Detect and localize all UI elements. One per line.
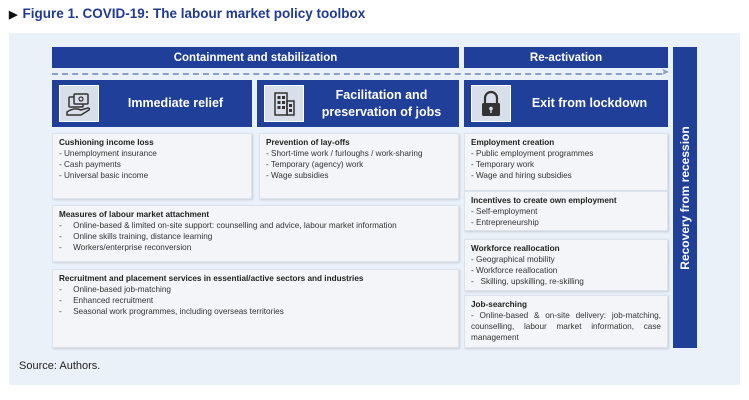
box-title: Job-searching (471, 300, 527, 309)
job-searching-box (464, 295, 668, 348)
padlock-icon (471, 85, 511, 122)
list-item: - Enhanced recruitment (59, 296, 154, 305)
list-item: - Wage and hiring subsidies (471, 171, 572, 180)
list-item: - Wage subsidies (266, 171, 329, 180)
list-item: - Self-employment (471, 207, 538, 216)
header-immediate-relief (52, 80, 252, 127)
header-facilitation-jobs (257, 80, 459, 127)
list-item: - Online skills training, distance learning (59, 232, 213, 241)
figure-title-text: Figure 1. COVID-19: The labour market policy toolbox (22, 6, 366, 21)
recovery-side-label: Recovery from recession (678, 125, 692, 270)
labour-attachment-box (52, 205, 459, 262)
employment-creation-box (464, 133, 668, 191)
recovery-side-band (673, 47, 697, 348)
box-title: Employment creation (471, 138, 555, 147)
list-item: - Universal basic income (59, 171, 149, 180)
header-facilitation-label-line1: Facilitation and (335, 87, 428, 102)
list-item: - Skilling, upskilling, re-skilling (471, 277, 584, 286)
play-arrow-icon: ▶ (9, 9, 18, 21)
list-item: - Public employment programmes (471, 149, 594, 158)
source-note: Source: Authors. (19, 360, 101, 372)
workforce-reallocation-box (464, 239, 668, 291)
list-item: - Seasonal work programmes, including overseas territories (59, 307, 284, 316)
box-title: Incentives to create own employment (471, 196, 617, 205)
list-item: - Short-time work / furloughs / work-sharing (266, 149, 423, 158)
diagram-panel (9, 33, 740, 385)
list-item: - Workers/enterprise reconversion (59, 243, 192, 252)
list-item: - Entrepreneurship (471, 218, 539, 227)
list-item: - Workforce reallocation (471, 266, 558, 275)
box-title: Measures of labour market attachment (59, 210, 210, 219)
header-exit-lockdown (464, 80, 668, 127)
figure-title (9, 6, 365, 21)
list-item: - Temporary work (471, 160, 535, 169)
cushioning-income-box (52, 133, 252, 199)
own-employment-box (464, 191, 668, 231)
header-facilitation-label-line2: preservation of jobs (321, 104, 442, 119)
recruitment-placement-box (52, 269, 459, 348)
list-item: - Cash payments (59, 160, 121, 169)
list-item: - Online-based job-matching (59, 285, 171, 294)
money-hand-icon (59, 85, 99, 122)
timeline-arrow-icon: ➤ (661, 67, 670, 78)
containment-band: Containment and stabilization (52, 47, 459, 68)
list-item: - Online-based & on-site delivery: job-matching, counselling, labour market information, case management (471, 311, 661, 342)
header-exit-lockdown-label: Exit from lockdown (531, 96, 648, 110)
header-immediate-relief-label: Immediate relief (127, 96, 224, 110)
prevention-layoffs-box (259, 133, 459, 199)
box-title: Cushioning income loss (59, 138, 154, 147)
box-title: Recruitment and placement services in essential/active sectors and industries (59, 274, 364, 283)
timeline-dashed-line (52, 73, 662, 75)
list-item: - Unemployment insurance (59, 149, 157, 158)
list-item: - Online-based & limited on-site support: counselling and advice, labour market information (59, 221, 397, 230)
office-building-icon (264, 85, 304, 122)
list-item: - Temporary (agency) work (266, 160, 364, 169)
box-title: Prevention of lay-offs (266, 138, 350, 147)
list-item: - Geographical mobility (471, 255, 555, 264)
box-title: Workforce reallocation (471, 244, 560, 253)
reactivation-band: Re-activation (464, 47, 668, 68)
